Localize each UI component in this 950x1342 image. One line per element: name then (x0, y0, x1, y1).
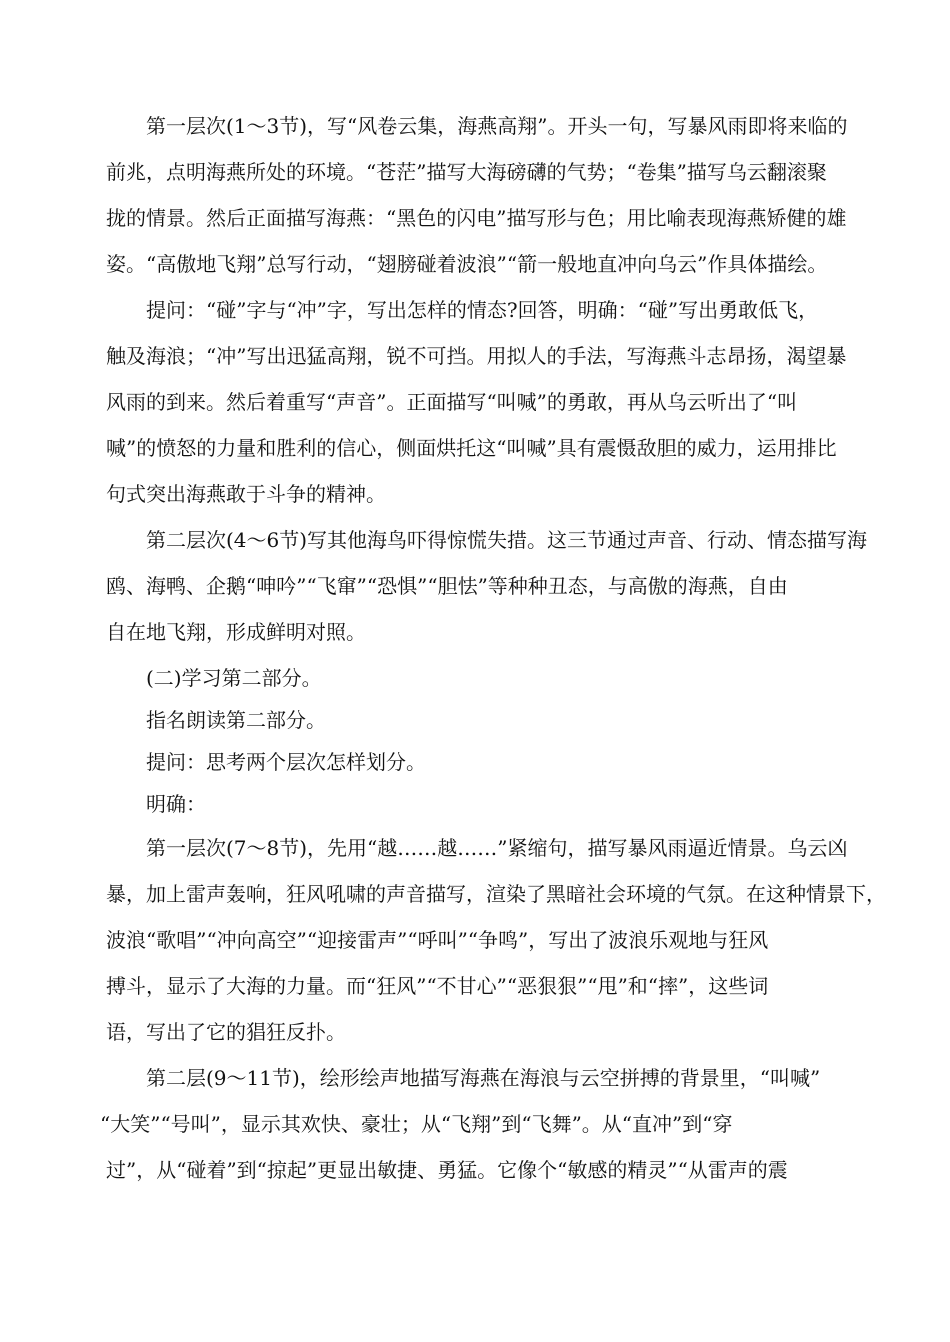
text-line: 前兆，点明海燕所处的环境。“苍茫”描写大海磅礴的气势；“卷集”描写乌云翻滚聚 (106, 160, 827, 184)
text-line: 第一层次(7～8节)，先用“越……越……”紧缩句，描写暴风雨逼近情景。乌云凶 (146, 836, 848, 860)
text-line: 指名朗读第二部分。 (146, 708, 326, 732)
text-line: 喊”的愤怒的力量和胜利的信心，侧面烘托这“叫喊”具有震慑敌胆的威力，运用排比 (106, 436, 837, 460)
text-line: 触及海浪；“冲”写出迅猛高翔，锐不可挡。用拟人的手法，写海燕斗志昂扬，渴望暴 (106, 344, 847, 368)
text-line: 第一层次(1～3节)，写“风卷云集，海燕高翔”。开头一句，写暴风雨即将来临的 (146, 114, 848, 138)
text-line: (二)学习第二部分。 (146, 666, 322, 690)
text-line: 拢的情景。然后正面描写海燕：“黑色的闪电”描写形与色；用比喻表现海燕矫健的雄 (106, 206, 847, 230)
text-line: 第二层(9～11节)，绘形绘声地描写海燕在海浪与云空拼搏的背景里，“叫喊” (146, 1066, 821, 1090)
text-line: 提问：“碰”字与“冲”字，写出怎样的情态?回答，明确：“碰”写出勇敢低飞， (146, 298, 819, 322)
text-line: 语，写出了它的猖狂反扑。 (106, 1020, 346, 1044)
text-line: 过”，从“碰着”到“掠起”更显出敏捷、勇猛。它像个“敏感的精灵”“从雷声的震 (106, 1158, 788, 1182)
text-line: 明确： (146, 792, 206, 816)
text-line: 提问：思考两个层次怎样划分。 (146, 750, 426, 774)
text-line: 句式突出海燕敢于斗争的精神。 (106, 482, 386, 506)
text-line: 自在地飞翔，形成鲜明对照。 (106, 620, 366, 644)
text-line: 风雨的到来。然后着重写“声音”。正面描写“叫喊”的勇敢，再从乌云听出了“叫 (106, 390, 798, 414)
text-line: 姿。“高傲地飞翔”总写行动，“翅膀碰着波浪”“箭一般地直冲向乌云”作具体描绘。 (106, 252, 828, 276)
text-line: 波浪“歌唱”“冲向高空”“迎接雷声”“呼叫”“争鸣”，写出了波浪乐观地与狂风 (106, 928, 769, 952)
text-line: 第二层次(4～6节)写其他海鸟吓得惊慌失措。这三节通过声音、行动、情态描写海 (146, 528, 868, 552)
text-line: 暴，加上雷声轰响，狂风吼啸的声音描写，渲染了黑暗社会环境的气氛。在这种情景下， (106, 882, 886, 906)
text-line: 搏斗，显示了大海的力量。而“狂风”“不甘心”“恶狠狠”“甩”和“摔”，这些词 (106, 974, 769, 998)
text-line: 鸥、海鸭、企鹅“呻吟”“飞窜”“恐惧”“胆怯”等种种丑态，与高傲的海燕，自由 (106, 574, 788, 598)
text-line: “大笑”“号叫”，显示其欢快、豪壮；从“飞翔”到“飞舞”。从“直冲”到“穿 (100, 1112, 733, 1136)
